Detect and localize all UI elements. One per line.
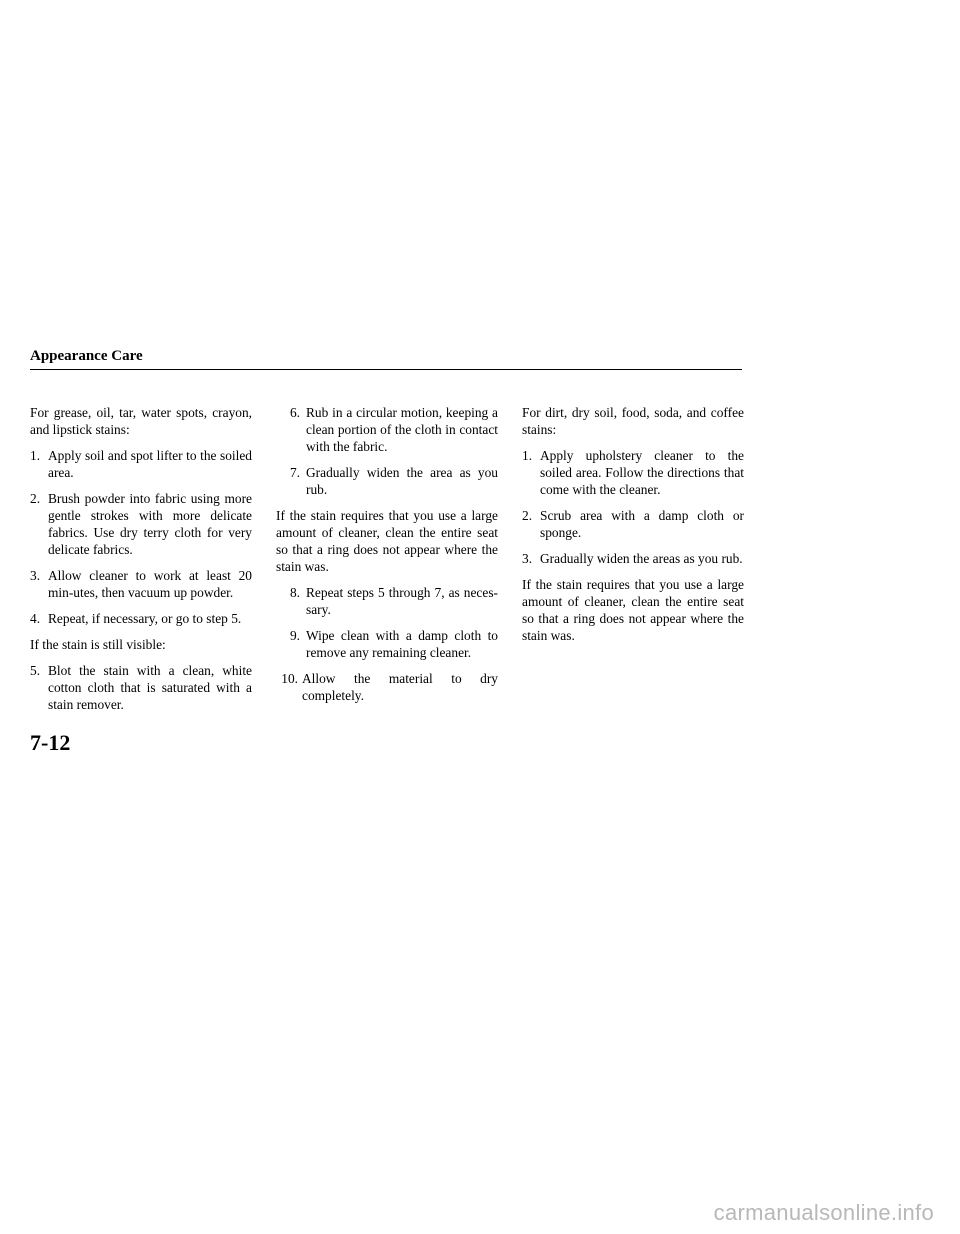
- watermark: carmanualsonline.info: [713, 1200, 934, 1225]
- step-9: [276, 627, 498, 661]
- step-number: 10.: [281, 671, 298, 686]
- step-text: Apply upholstery cleaner to the soiled area. Follow the directions that come with the cleaner.: [540, 448, 744, 497]
- step-text: Allow the material to dry completely.: [302, 671, 498, 703]
- column-1-note: If the stain is still visible:: [30, 637, 166, 652]
- step-2b: [522, 507, 744, 541]
- column-3: [522, 404, 744, 653]
- column-2-note: If the stain requires that you use a large amount of cleaner, clean the entire seat so that a ring does not appear where the stain was.: [276, 508, 498, 574]
- step-1b: [522, 447, 744, 498]
- step-text: Scrub area with a damp cloth or sponge.: [540, 508, 744, 540]
- column-2: [276, 404, 498, 713]
- header-rule: [30, 369, 742, 370]
- column-3-note: If the stain requires that you use a large amount of cleaner, clean the entire seat so that a ring does not appear where the stain was.: [522, 577, 744, 643]
- step-text: Allow cleaner to work at least 20 min-utes, then vacuum up powder.: [48, 568, 252, 600]
- step-text: Blot the stain with a clean, white cotton cloth that is saturated with a stain remover.: [48, 663, 252, 712]
- section-title: Appearance Care: [30, 348, 143, 364]
- step-number: 2.: [30, 491, 41, 506]
- step-text: Repeat, if necessary, or go to step 5.: [48, 611, 242, 626]
- column-3-intro: For dirt, dry soil, food, soda, and coffee stains:: [522, 405, 744, 437]
- step-number: 6.: [289, 405, 300, 420]
- step-number: 9.: [289, 628, 300, 643]
- page-number: 7-12: [30, 730, 71, 755]
- step-1: [30, 447, 252, 481]
- step-text: Repeat steps 5 through 7, as neces-sary.: [306, 585, 498, 617]
- step-number: 3.: [30, 568, 41, 583]
- step-4: [30, 610, 252, 627]
- step-number: 5.: [30, 663, 41, 678]
- step-number: 7.: [289, 465, 300, 480]
- step-8: [276, 584, 498, 618]
- column-1: [30, 404, 252, 722]
- step-7: [276, 464, 498, 498]
- step-text: Wipe clean with a damp cloth to remove any remaining cleaner.: [306, 628, 498, 660]
- step-number: 2.: [522, 508, 533, 523]
- step-3: [30, 567, 252, 601]
- step-5: [30, 662, 252, 713]
- step-text: Gradually widen the areas as you rub.: [540, 551, 743, 566]
- step-2: [30, 490, 252, 558]
- step-6: [276, 404, 498, 455]
- step-number: 1.: [30, 448, 41, 463]
- step-3b: [522, 550, 744, 567]
- step-text: Gradually widen the area as you rub.: [306, 465, 498, 497]
- step-number: 1.: [522, 448, 533, 463]
- column-1-intro: For grease, oil, tar, water spots, crayon, and lipstick stains:: [30, 405, 252, 437]
- step-text: Apply soil and spot lifter to the soiled area.: [48, 448, 252, 480]
- step-number: 3.: [522, 551, 533, 566]
- step-text: Rub in a circular motion, keeping a clean portion of the cloth in contact with the fabric.: [306, 405, 498, 454]
- step-text: Brush powder into fabric using more gentle strokes with more delicate fabrics. Use dry terry cloth for very delicate fabrics.: [48, 491, 252, 557]
- step-number: 4.: [30, 611, 41, 626]
- step-10: [276, 670, 498, 704]
- step-number: 8.: [289, 585, 300, 600]
